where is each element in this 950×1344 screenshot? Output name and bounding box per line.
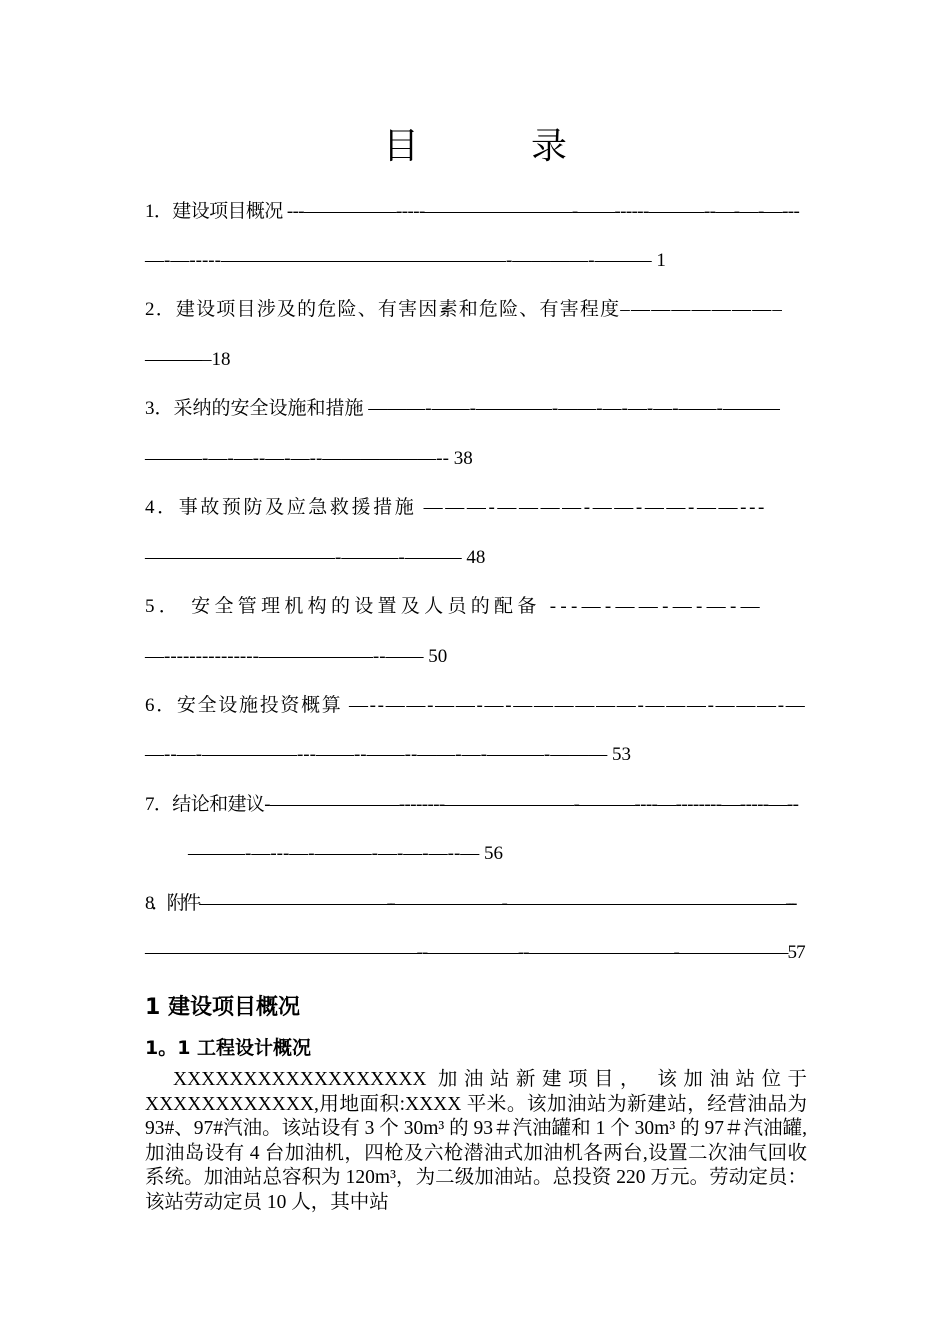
toc-item-3-line2: ———-—-—--—-—--——————-- 38	[145, 448, 473, 469]
toc-item-6-line1: 6．安全设施投资概算 —--——-——-—-——————-———-———-—	[145, 695, 807, 716]
section-heading: 1 建设项目概况	[145, 995, 300, 1020]
toc-item-7-line1: 7．结论和建议-———————--------———————-———----—--------—-----—--	[145, 794, 799, 815]
toc-item-5-line2: —---------------——————--—— 50	[145, 646, 448, 667]
toc-item-5-line1: 5． 安全管理机构的设置及人员的配备 ---—-——-—-—-—	[145, 596, 764, 617]
toc-item-7-line2: ———-—---—-———-—-—-—--— 56	[188, 843, 504, 864]
toc-item-2-line1: 2．建设项目涉及的危险、有害因素和危险、有害程度–———————–	[145, 299, 784, 320]
page-title: 目 录	[382, 126, 605, 166]
toc-item-1-line2: —-—-----———————————————-————-——— 1	[145, 250, 666, 271]
toc-item-4-line1: 4．事故预防及应急救援措施 ———-————-——-——-——---	[145, 497, 767, 518]
subsection-heading: 1。1 工程设计概况	[145, 1037, 312, 1059]
toc-item-3-line1: 3．采纳的安全设施和措施 ———-——-————-——-—-—-—-——-———	[145, 398, 780, 419]
toc-item-2-line2: ———–18	[145, 349, 231, 370]
toc-item-4-line2: ——————————-———-——— 48	[145, 547, 486, 568]
body-paragraph: XXXXXXXXXXXXXXXXXX 加油站新建项目， 该加油站位于 XXXXXXXXXXXX,用地面积:XXXX 平米。该加油站为新建站，经营油品为 93#、97#汽油。该站设有 3 个 30m³ 的 93＃汽油罐和 1 个 30m³ 的 97＃汽油罐,加油岛设有 4 台加油机，四枪及六枪潜油式加油机各两台,设置二次油气回收系统。加油站总容积为 120m³，为二级加油站。总投资 220 万元。劳动定员：该站劳动定员 10 人，其中站	[145, 1069, 807, 1213]
toc-item-6-line2: —--—-—————---——--——--——-—-———-——— 53	[145, 744, 632, 765]
toc-item-8-line1: 8．附件 ————————————--———————-——————————————————---	[145, 893, 795, 914]
toc-item-8-line2: ———————————————--—————--————————-——————57	[145, 942, 805, 963]
toc-item-1-line1: 1．建设项目概况 ---—————-----————————-——------———--—-—-—---	[145, 201, 800, 222]
